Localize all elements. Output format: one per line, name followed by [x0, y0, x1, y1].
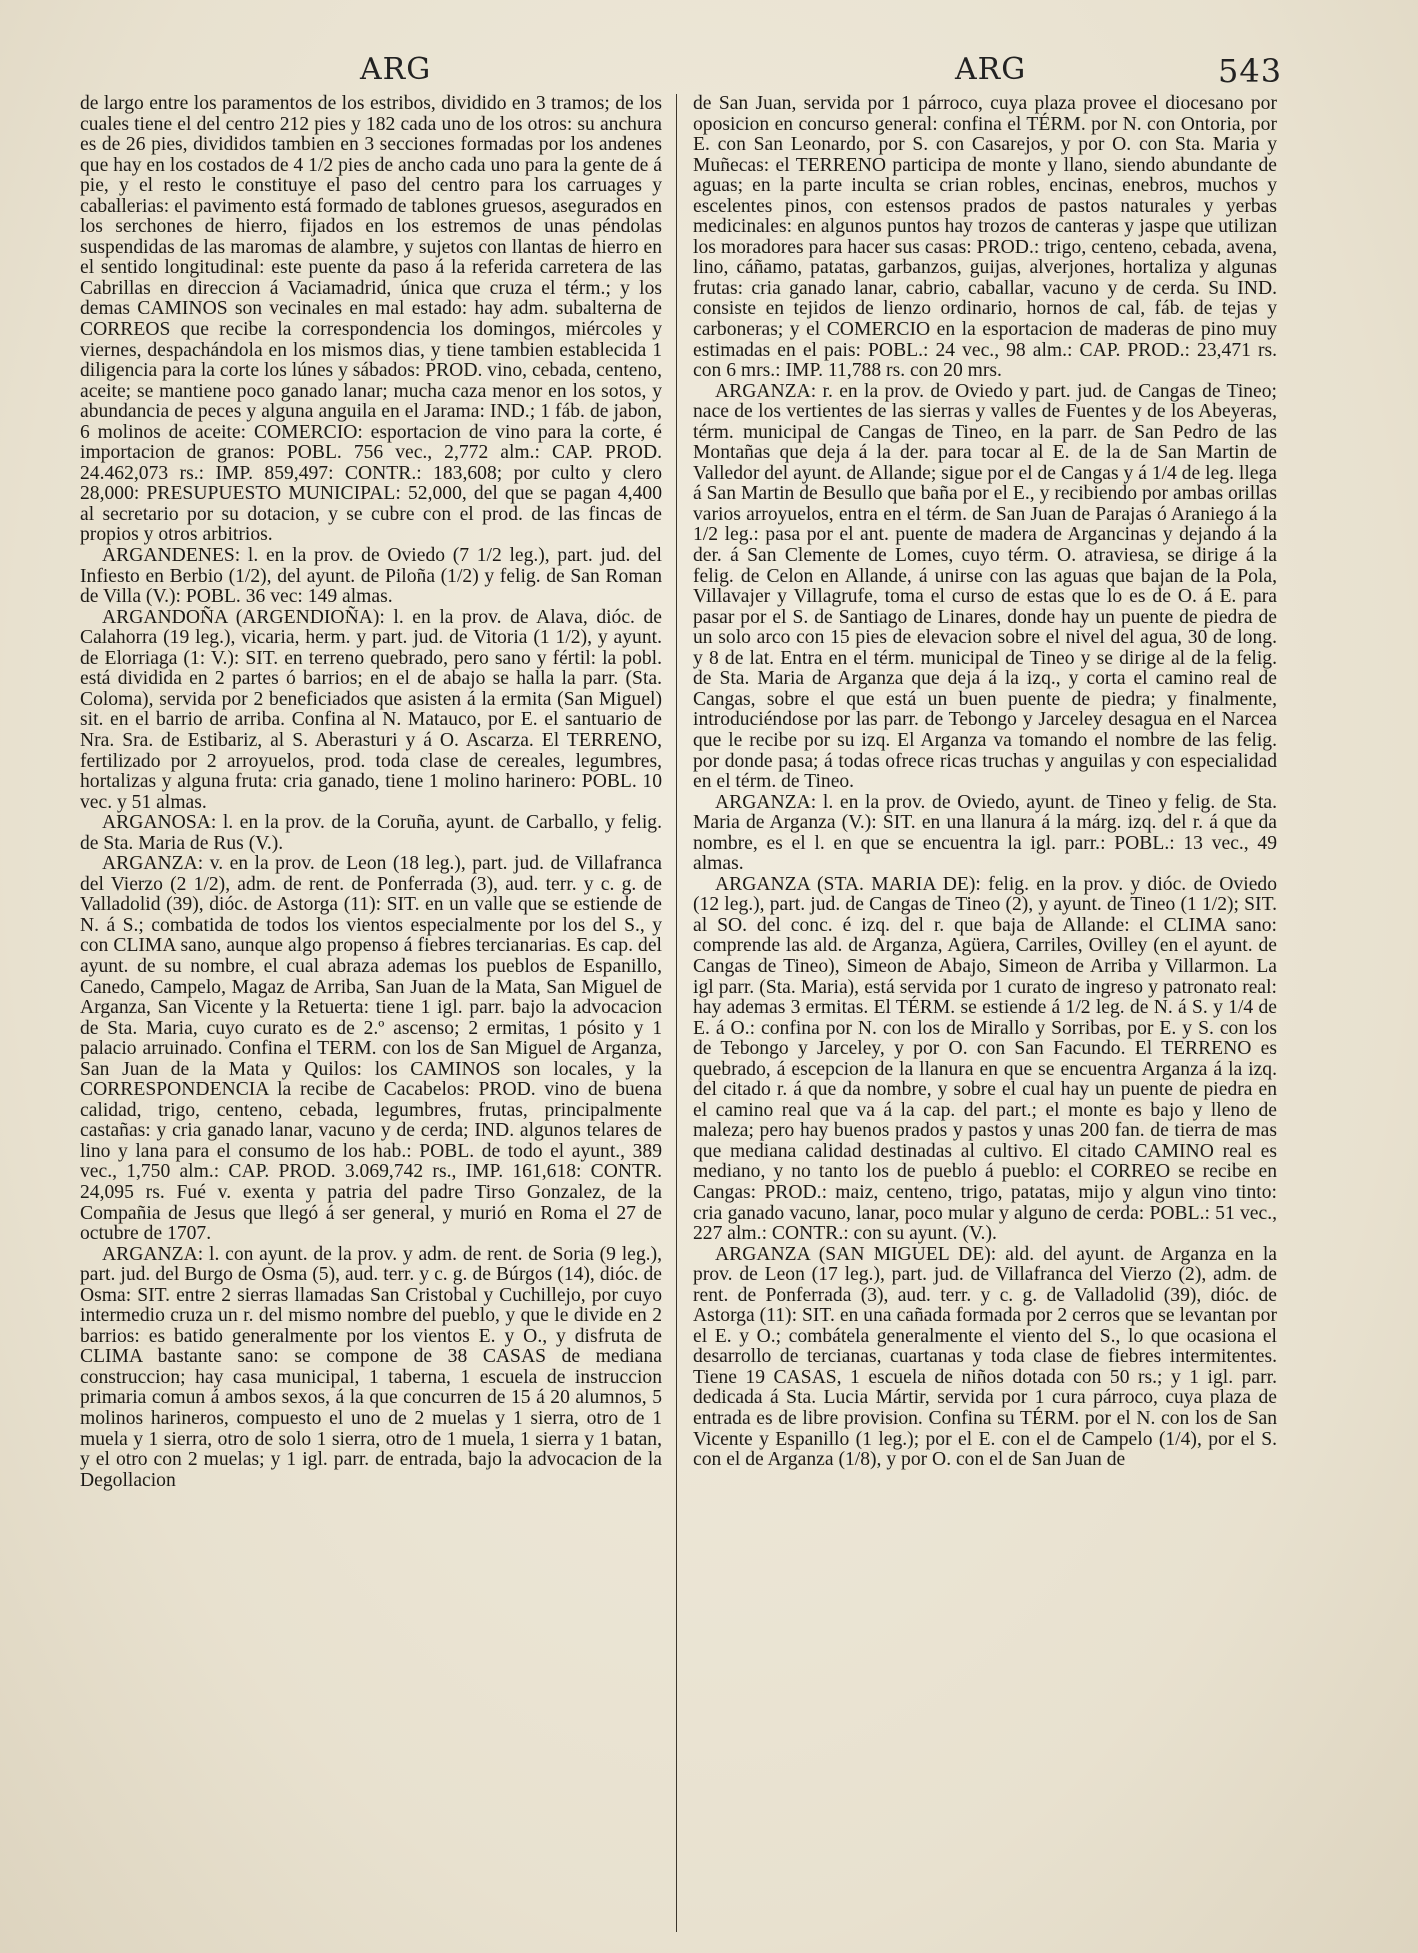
entry-argandenes: ARGANDENES: l. en la prov. de Oviedo (7 1/2 leg.), part. jud. del Infiesto en Berbio (1/2), del ayunt. de Piloña (1/2) y felig. de San Roman de Villa (V.): POBL. 36 vec: 149 almas.	[80, 545, 662, 608]
right-column	[693, 94, 1277, 1471]
entry-paragraph: de San Juan, servida por 1 párroco, cuya plaza provee el diocesano por oposicion en concurso general: confina el TÉRM. por N. con Ontoria, por E. con San Leonardo, por S. con Casarejos, y por O. con Sta. Maria y Muñecas: el TERRENO participa de monte y llano, siendo abundante de aguas; en la parte inculta se crian robles, encinas, enebros, muchos y escelentes pinos, con estensos prados de pastos naturales y yerbas medicinales: en algunos puntos hay trozos de canteras y jaspe que utilizan los moradores para hacer sus casas: PROD.: trigo, centeno, cebada, avena, lino, cáñamo, patatas, garbanzos, guijas, alverjones, hortaliza y algunas frutas: cria ganado lanar, cabrio, caballar, vacuno y de cerda. Su IND. consiste en tejidos de lienzo ordinario, hornos de cal, fáb. de tejas y carboneras; y el COMERCIO en la esportacion de maderas de pino muy estimadas en el pais: POBL.: 24 vec., 98 alm.: CAP. PROD.: 23,471 rs. con 6 mrs.: IMP. 11,788 rs. con 20 mrs.	[693, 93, 1277, 382]
running-head-left: ARG	[360, 52, 432, 87]
entry-argandona: ARGANDOÑA (ARGENDIOÑA): l. en la prov. de Alava, dióc. de Calahorra (19 leg.), vicaria, herm. y part. jud. de Vitoria (1 1/2), y ayunt. de Elorriaga (1: V.): SIT. en terreno quebrado, pero sano y fértil: la pobl. está dividida en 2 partes ó barrios; en el de abajo se halla la parr. (Sta. Coloma), servida por 2 beneficiados que asisten á la ermita (San Miguel) sit. en el barrio de arriba. Confina al N. Matauco, por E. el santuario de Nra. Sra. de Estibariz, al S. Aberasturi y á O. Ascarza. El TERRENO, fertilizado por 2 arroyuelos, prod. toda clase de cereales, legumbres, hortalizas y alguna fruta: cria ganado, tiene 1 molino harinero: POBL. 10 vec. y 51 almas.	[80, 606, 662, 813]
page-number: 543	[1218, 52, 1283, 90]
entry-arganza-leon: ARGANZA: v. en la prov. de Leon (18 leg.), part. jud. de Villafranca del Vierzo (2 1/2), adm. de rent. de Ponferrada (3), aud. terr. y c. g. de Valladolid (39), dióc. de Astorga (11): SIT. en un valle que se estiende de N. á S.; combatida de todos los vientos especialmente por los del S., y con CLIMA sano, aunque algo propenso á fiebres tercianarias. Es cap. del ayunt. de su nombre, el cual abraza ademas los pueblos de Espanillo, Canedo, Campelo, Magaz de Arriba, San Juan de la Mata, San Miguel de Arganza, San Vicente y la Retuerta: tiene 1 igl. parr. bajo la advocacion de Sta. Maria, cuyo curato es de 2.º ascenso; 2 ermitas, 1 pósito y 1 palacio arruinado. Confina el TERM. con los de San Miguel de Arganza, San Juan de la Mata y Quilos: los CAMINOS son locales, y la CORRESPONDENCIA la recibe de Cacabelos: PROD. vino de buena calidad, trigo, centeno, cebada, legumbres, frutas, principalmente castañas: y cria ganado lanar, vacuno y de cerda; IND. algunos telares de lino y lana para el consumo de los hab.: POBL. de todo el ayunt., 389 vec., 1,750 alm.: CAP. PROD. 3.069,742 rs., IMP. 161,618: CONTR. 24,095 rs. Fué v. exenta y patria del padre Tirso Gonzalez, de la Compañia de Jesus que llegó á ser general, y murió en Roma el 27 de octubre de 1707.	[80, 853, 662, 1245]
running-head-right: ARG	[955, 52, 1027, 87]
entry-paragraph: de largo entre los paramentos de los estribos, dividido en 3 tramos; de los cuales tiene el del centro 212 pies y 182 cada uno de los otros: su anchura es de 26 pies, divididos tambien en 3 secciones formadas por los andenes que hay en los costados de 4 1/2 pies de ancho cada uno para la gente de á pie, y el resto le constituye el paso del centro para los carruages y caballerias: el pavimento está formado de tablones gruesos, asegurados en los serchones de hierro, fijados en los estremos de unas péndolas suspendidas de las maromas de alambre, y sujetos con llantas de hierro en el sentido longitudinal: este puente da paso á la referida carretera de las Cabrillas en direccion á Vaciamadrid, única que cruza el térm.; y los demas CAMINOS son vecinales en mal estado: hay adm. subalterna de CORREOS que recibe la correspondencia los domingos, miércoles y viernes, despachándola en los mismos dias, y tiene tambien establecida 1 diligencia para la corte los lúnes y sábados: PROD. vino, cebada, centeno, aceite; se mantiene poco ganado lanar; mucha caza menor en los sotos, y abundancia de peces y alguna anguila en el Jarama: IND.; 1 fáb. de jabon, 6 molinos de aceite: COMERCIO: esportacion de vino para la corte, é importacion de granos: POBL. 756 vec., 2,772 alm.: CAP. PROD. 24.462,073 rs.: IMP. 859,497: CONTR.: 183,608; por culto y clero 28,000: PRESUPUESTO MUNICIPAL: 52,000, del que se pagan 4,400 al secretario por su dotacion, y se cubre con el prod. de las fincas de propios y otros arbitrios.	[80, 93, 662, 546]
entry-arganosa: ARGANOSA: l. en la prov. de la Coruña, ayunt. de Carballo, y felig. de Sta. Maria de Rus (V.).	[80, 812, 662, 854]
column-divider	[676, 94, 677, 1932]
entry-arganza-soria: ARGANZA: l. con ayunt. de la prov. y adm. de rent. de Soria (9 leg.), part. jud. del Burgo de Osma (5), aud. terr. y c. g. de Búrgos (14), dióc. de Osma: SIT. entre 2 sierras llamadas San Cristobal y Cuchillejo, por cuyo intermedio cruza un r. del mismo nombre del pueblo, y que le divide en 2 barrios: es batido generalmente por los vientos E. y O., y disfruta de CLIMA bastante sano: se compone de 38 CASAS de mediana construccion; hay casa municipal, 1 taberna, 1 escuela de instruccion primaria comun á ambos sexos, á la que concurren de 15 á 20 alumnos, 5 molinos harineros, compuesto el uno de 2 muelas y 1 sierra, otro de 1 muela y 1 sierra, otro de solo 1 sierra, otro de 1 muela, 1 sierra y 1 batan, y el otro con 2 muelas; y 1 igl. parr. de entrada, bajo la advocacion de la Degollacion	[80, 1243, 662, 1491]
left-column	[80, 94, 662, 1491]
entry-arganza-river: ARGANZA: r. en la prov. de Oviedo y part. jud. de Cangas de Tineo; nace de los vertientes de las sierras y valles de Fuentes y de los Abeyeras, térm. municipal de Cangas de Tineo, en la parr. de San Pedro de las Montañas que deja á la der. para tocar al E. de la de San Martin de Valledor del ayunt. de Allande; sigue por el de Cangas y á 1/4 de leg. llega á San Martin de Besullo que baña por el E., y recibiendo por ambas orillas varios arroyuelos, entra en el térm. de San Juan de Parajas ó Araniego á la 1/2 leg.: pasa por el ant. puente de madera de Argancinas y dejando á la der. á San Clemente de Lomes, cuyo térm. O. atraviesa, se dirige á la felig. de Celon en Allande, á unirse con las aguas que bajan de la Pola, Villavajer y Villagrufe, toma el curso de estas que lo es de O. á E. para pasar por el S. de Santiago de Linares, donde hay un puente de piedra de un solo arco con 15 pies de elevacion sobre el nivel del agua, 30 de long. y 8 de lat. Entra en el térm. municipal de Tineo y se dirige al de la felig. de Sta. Maria de Arganza que deja á la izq., y corta el camino real de Cangas, sobre el que está un buen puente de piedra; y finalmente, introduciéndose por las parr. de Tebongo y Jarceley desagua en el Narcea que le recibe por su izq. El Arganza va tomando el nombre de las felig. por donde pasa; á todas ofrece ricas truchas y anguilas y con especialidad en el térm. de Tineo.	[693, 380, 1277, 793]
entry-arganza-sta-maria: ARGANZA (STA. MARIA DE): felig. en la prov. y dióc. de Oviedo (12 leg.), part. jud. de Cangas de Tineo (2), y ayunt. de Tineo (1 1/2); SIT. al SO. del conc. é izq. del r. que baja de Allande: el CLIMA sano: comprende las ald. de Arganza, Agüera, Carriles, Ovilley (en el ayunt. de Cangas de Tineo), Simeon de Abajo, Simeon de Arriba y Villarmon. La igl parr. (Sta. Maria), está servida por 1 curato de ingreso y patronato real: hay ademas 3 ermitas. El TÉRM. se estiende á 1/2 leg. de N. á S. y 1/4 de E. á O.: confina por N. con los de Mirallo y Sorribas, por E. y S. con los de Tebongo y Jarceley, y por O. con San Facundo. El TERRENO es quebrado, á escepcion de la llanura en que se encuentra Arganza á la izq. del citado r. á que da nombre, y sobre el cual hay un puente de piedra en el camino real que va á la cap. del part.; el monte es bajo y lleno de maleza; pero hay buenos prados y pastos y unas 200 fan. de tierra de mas que mediana calidad destinadas al cultivo. El citado CAMINO real es mediano, y no tanto los de pueblo á pueblo: el CORREO se recibe en Cangas: PROD.: maiz, centeno, trigo, patatas, mijo y algun vino tinto: cria ganado vacuno, lanar, poco mular y alguno de cerda: POBL.: 51 vec., 227 alm.: CONTR.: con su ayunt. (V.).	[693, 873, 1277, 1245]
entry-arganza-tineo: ARGANZA: l. en la prov. de Oviedo, ayunt. de Tineo y felig. de Sta. Maria de Arganza (V.): SIT. en una llanura á la márg. izq. del r. á que da nombre, es el l. en que se encuentra la igl. parr.: POBL.: 13 vec., 49 almas.	[693, 791, 1277, 875]
entry-arganza-san-miguel: ARGANZA (SAN MIGUEL DE): ald. del ayunt. de Arganza en la prov. de Leon (17 leg.), part. jud. de Villafranca del Vierzo (2), adm. de rent. de Ponferrada (3), aud. terr. y c. g. de Valladolid (39), dióc. de Astorga (11): SIT. en una cañada formada por 2 cerros que se levantan por el E. y O.; combátela generalmente el viento del S., lo que ocasiona el desarrollo de tercianas, cuartanas y toda clase de fiebres intermitentes. Tiene 19 CASAS, 1 escuela de niños dotada con 50 rs.; y 1 igl. parr. dedicada á Sta. Lucia Mártir, servida por 1 cura párroco, cuya plaza de entrada es de libre provision. Confina su TÉRM. por el N. con los de San Vicente y Espanillo (1 leg.); por el E. con el de Campelo (1/4), por el S. con el de Arganza (1/8), y por O. con el de San Juan de	[693, 1243, 1277, 1471]
